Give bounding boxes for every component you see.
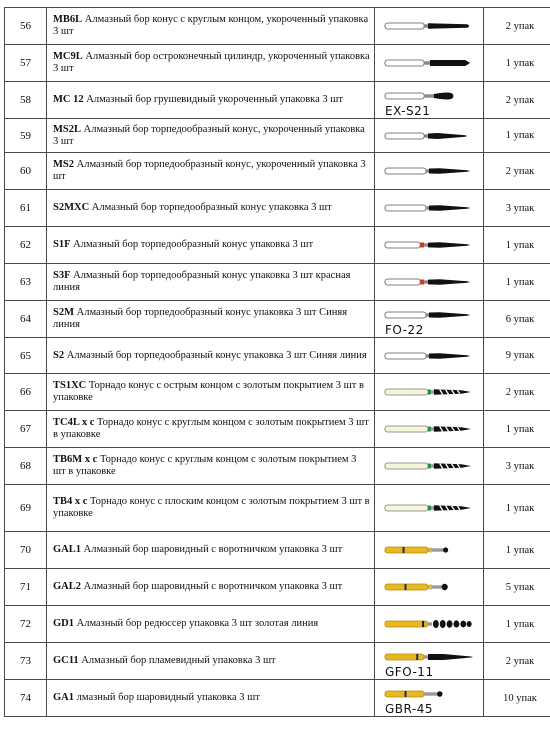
item-text: Алмазный бор шаровидный с воротничком упаковка 3 шт	[81, 581, 343, 592]
item-quantity: 5 упак	[484, 569, 550, 606]
item-text: лмазный бор шаровидный упаковка 3 шт	[74, 692, 260, 703]
catalog-table	[4, 7, 550, 717]
item-description	[47, 569, 375, 606]
bur-illustration	[383, 647, 475, 667]
bur-drawing	[383, 382, 475, 402]
item-text: Алмазный бор торпедообразный конус, укороченный упаковка 3 шт	[53, 159, 366, 182]
item-description	[47, 8, 375, 45]
table-row	[5, 8, 550, 45]
item-number: 74	[5, 680, 47, 717]
bur-illustration	[383, 614, 475, 634]
item-description	[47, 532, 375, 569]
bur-illustration	[383, 577, 475, 597]
bur-image	[375, 643, 484, 680]
item-text: Алмазный бор остроконечный цилиндр, укороченный упаковка 3 шт	[53, 51, 370, 74]
item-text: Алмазный бор грушевидный укороченный упаковка 3 шт	[83, 94, 343, 105]
bur-illustration	[383, 53, 475, 73]
item-code: GC11	[53, 655, 79, 666]
item-quantity: 1 упак	[484, 485, 550, 532]
table-row	[5, 301, 550, 338]
bur-image	[375, 227, 484, 264]
bur-drawing	[383, 126, 475, 146]
item-description	[47, 411, 375, 448]
item-code: MS2L	[53, 123, 82, 135]
item-number: 58	[5, 82, 47, 119]
bur-drawing	[383, 456, 475, 476]
bur-illustration	[383, 305, 475, 325]
item-code: TB6M x c	[53, 454, 98, 465]
item-description	[47, 643, 375, 680]
bur-image	[375, 301, 484, 338]
bur-image	[375, 569, 484, 606]
table-row	[5, 606, 550, 643]
table-row	[5, 680, 550, 717]
bur-image	[375, 485, 484, 532]
item-number: 71	[5, 569, 47, 606]
item-description	[47, 680, 375, 717]
item-text: Алмазный бор конус с круглым концом, укороченный упаковка 3 шт	[53, 14, 369, 37]
item-quantity: 6 упак	[484, 301, 550, 338]
item-quantity: 1 упак	[484, 532, 550, 569]
bur-illustration	[383, 540, 475, 560]
bur-illustration	[383, 235, 475, 255]
item-text: Алмазный бор редюссер упаковка 3 шт золотая линия	[74, 618, 319, 629]
bur-drawing	[383, 235, 475, 255]
item-quantity: 9 упак	[484, 338, 550, 374]
bur-drawing	[383, 419, 475, 439]
item-number: 61	[5, 190, 47, 227]
table-row	[5, 374, 550, 411]
item-text: Алмазный бор пламевидный упаковка 3 шт	[78, 655, 276, 666]
bur-illustration	[383, 86, 475, 106]
item-description	[47, 301, 375, 338]
table-row	[5, 643, 550, 680]
item-quantity: 2 упак	[484, 82, 550, 119]
item-code: GA1	[53, 692, 74, 703]
bur-drawing	[383, 498, 475, 518]
item-number: 72	[5, 606, 47, 643]
bur-drawing	[383, 161, 475, 181]
item-quantity: 1 упак	[484, 119, 550, 153]
item-text: Алмазный бор торпедообразный конус упаковка 3 шт	[89, 202, 332, 213]
item-description	[47, 227, 375, 264]
bur-image	[375, 680, 484, 717]
item-number: 70	[5, 532, 47, 569]
bur-drawing	[383, 684, 475, 704]
bur-drawing	[383, 16, 475, 36]
table-row	[5, 485, 550, 532]
item-code: MS2	[53, 159, 74, 170]
bur-code-label: GFO-11	[385, 665, 434, 679]
item-description	[47, 45, 375, 82]
bur-image	[375, 153, 484, 190]
item-quantity: 1 упак	[484, 264, 550, 301]
item-text: Торнадо конус с круглым концом с золотым покрытием 3 шт в упаковке	[53, 454, 357, 477]
bur-drawing	[383, 305, 475, 325]
table-row	[5, 448, 550, 485]
table-row	[5, 569, 550, 606]
item-text: Алмазный бор торпедообразный конус упаковка 3 шт Синяя линия	[64, 349, 367, 361]
item-code: MC9L	[53, 51, 83, 62]
item-number: 56	[5, 8, 47, 45]
item-code: MC 12	[53, 94, 84, 105]
item-description	[47, 264, 375, 301]
item-code: TS1XC	[53, 380, 87, 391]
item-quantity: 2 упак	[484, 153, 550, 190]
item-number: 57	[5, 45, 47, 82]
item-number: 63	[5, 264, 47, 301]
bur-drawing	[383, 577, 475, 597]
item-text: Торнадо конус с круглым концом с золотым покрытием 3 шт в упаковке	[53, 417, 369, 440]
bur-image	[375, 448, 484, 485]
item-text: Алмазный бор шаровидный с воротничком упаковка 3 шт	[81, 544, 343, 555]
item-quantity: 2 упак	[484, 643, 550, 680]
item-text: Алмазный бор торпедообразный конус упаковка 3 шт красная линия	[53, 270, 351, 293]
table-row	[5, 153, 550, 190]
item-description	[47, 338, 375, 374]
bur-drawing	[383, 647, 475, 667]
item-description	[47, 448, 375, 485]
table-row	[5, 264, 550, 301]
bur-illustration	[383, 272, 475, 292]
bur-illustration	[383, 161, 475, 181]
item-text: Торнадо конус с плоским концом с золотым покрытием 3 шт в упаковке	[53, 496, 370, 519]
item-description	[47, 606, 375, 643]
item-number: 67	[5, 411, 47, 448]
bur-drawing	[383, 198, 475, 218]
bur-drawing	[383, 53, 475, 73]
bur-image	[375, 82, 484, 119]
table-row	[5, 338, 550, 374]
item-quantity: 2 упак	[484, 8, 550, 45]
item-quantity: 10 упак	[484, 680, 550, 717]
item-quantity: 1 упак	[484, 411, 550, 448]
item-description	[47, 153, 375, 190]
bur-image	[375, 606, 484, 643]
bur-image	[375, 374, 484, 411]
item-code: GAL2	[53, 581, 82, 592]
table-row	[5, 45, 550, 82]
bur-code-label: FO-22	[385, 323, 424, 337]
item-quantity: 1 упак	[484, 45, 550, 82]
bur-illustration	[383, 419, 475, 439]
bur-illustration	[383, 684, 475, 704]
bur-illustration	[383, 382, 475, 402]
item-number: 59	[5, 119, 47, 153]
item-number: 64	[5, 301, 47, 338]
item-code: TB4 x c	[53, 496, 88, 507]
item-description	[47, 374, 375, 411]
table-row	[5, 190, 550, 227]
item-code: S1F	[53, 239, 71, 250]
bur-drawing	[383, 86, 475, 106]
table-row	[5, 119, 550, 153]
bur-illustration	[383, 126, 475, 146]
item-code: TC4L x c	[53, 417, 95, 428]
item-description	[47, 119, 375, 153]
item-number: 69	[5, 485, 47, 532]
item-description	[47, 485, 375, 532]
bur-drawing	[383, 346, 475, 366]
item-number: 65	[5, 338, 47, 374]
bur-drawing	[383, 272, 475, 292]
item-quantity: 2 упак	[484, 374, 550, 411]
item-number: 66	[5, 374, 47, 411]
bur-image	[375, 45, 484, 82]
item-text: Алмазный бор торпедообразный конус упаковка 3 шт Синяя линия	[53, 307, 348, 330]
item-text: Торнадо конус с острым концом с золотым покрытием 3 шт в упаковке	[53, 380, 364, 403]
item-code: S3F	[53, 270, 71, 281]
bur-image	[375, 190, 484, 227]
bur-drawing	[383, 614, 475, 634]
item-quantity: 1 упак	[484, 606, 550, 643]
item-code: GD1	[53, 618, 74, 629]
bur-image	[375, 8, 484, 45]
bur-illustration	[383, 198, 475, 218]
table-row	[5, 532, 550, 569]
item-code: GAL1	[53, 544, 82, 555]
item-number: 68	[5, 448, 47, 485]
table-row	[5, 227, 550, 264]
table-row	[5, 82, 550, 119]
bur-illustration	[383, 16, 475, 36]
item-description	[47, 190, 375, 227]
item-code: S2MXC	[53, 202, 90, 213]
item-quantity: 3 упак	[484, 190, 550, 227]
bur-illustration	[383, 346, 475, 366]
bur-image	[375, 119, 484, 153]
item-text: Алмазный бор торпедообразный конус упаковка 3 шт	[70, 239, 314, 250]
item-quantity: 3 упак	[484, 448, 550, 485]
item-text: Алмазный бор торпедообразный конус, укороченный упаковка 3 шт	[53, 123, 365, 147]
item-number: 62	[5, 227, 47, 264]
bur-image	[375, 532, 484, 569]
bur-image	[375, 264, 484, 301]
item-number: 73	[5, 643, 47, 680]
item-number: 60	[5, 153, 47, 190]
item-code: S2M	[53, 307, 74, 318]
item-quantity: 1 упак	[484, 227, 550, 264]
bur-code-label: GBR-45	[385, 702, 433, 716]
item-description	[47, 82, 375, 119]
item-code: S2	[53, 349, 65, 361]
bur-code-label: EX-S21	[385, 104, 431, 118]
bur-illustration	[383, 456, 475, 476]
bur-image	[375, 338, 484, 374]
bur-illustration	[383, 498, 475, 518]
table-row	[5, 411, 550, 448]
item-code: MB6L	[53, 14, 83, 25]
bur-image	[375, 411, 484, 448]
bur-drawing	[383, 540, 475, 560]
